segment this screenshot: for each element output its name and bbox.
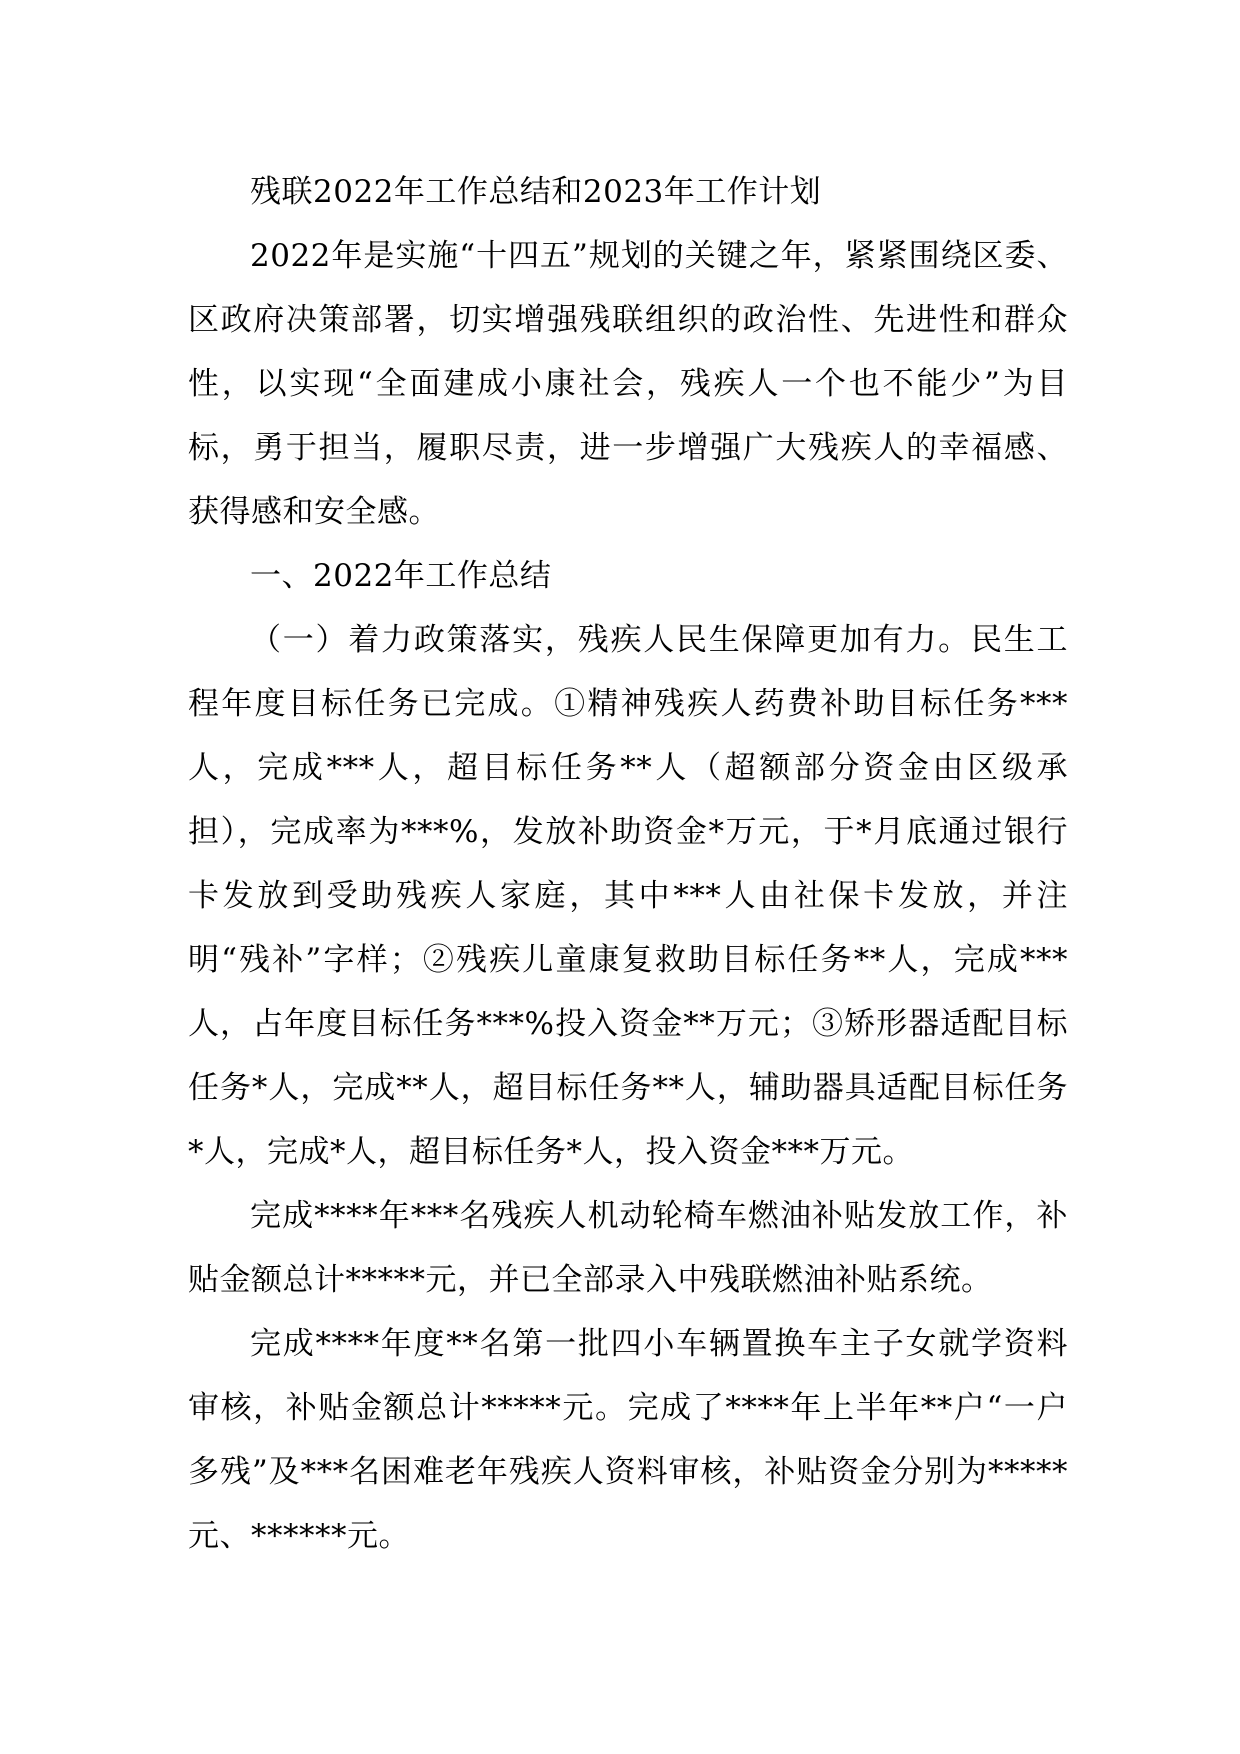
fuel-subsidy-paragraph: 完成****年***名残疾人机动轮椅车燃油补贴发放工作，补贴金额总计*****元，并已全部录入中残联燃油补贴系统。: [188, 1198, 1068, 1298]
policy-implementation-paragraph: （一）着力政策落实，残疾人民生保障更加有力。民生工程年度目标任务已完成。①精神残疾人药费补助目标任务***人，完成***人，超目标任务**人（超额部分资金由区级承担），完成率为***%，发放补助资金*万元，于*月底通过银行卡发放到受助残疾人家庭，其中***人由社保卡发放，并注明“残补”字样；②残疾儿童康复救助目标任务**人，完成***人，占年度目标任务***%投入资金**万元；③矫形器适配目标任务*人，完成**人，超目标任务**人，辅助器具适配目标任务*人，完成*人，超目标任务*人，投入资金***万元。: [188, 622, 1068, 1170]
document-body: [188, 160, 1068, 1568]
review-paragraph: 完成****年度**名第一批四小车辆置换车主子女就学资料审核，补贴金额总计*****元。完成了****年上半年**户“一户多残”及***名困难老年残疾人资料审核，补贴资金分别为*****元、******元。: [188, 1326, 1068, 1554]
intro-paragraph: 2022年是实施“十四五”规划的关键之年，紧紧围绕区委、区政府决策部署，切实增强残联组织的政治性、先进性和群众性，以实现“全面建成小康社会，残疾人一个也不能少”为目标，勇于担当，履职尽责，进一步增强广大残疾人的幸福感、获得感和安全感。: [188, 238, 1068, 530]
document-title: 残联2022年工作总结和2023年工作计划: [250, 174, 822, 210]
section-heading-summary: 一、2022年工作总结: [250, 558, 552, 594]
